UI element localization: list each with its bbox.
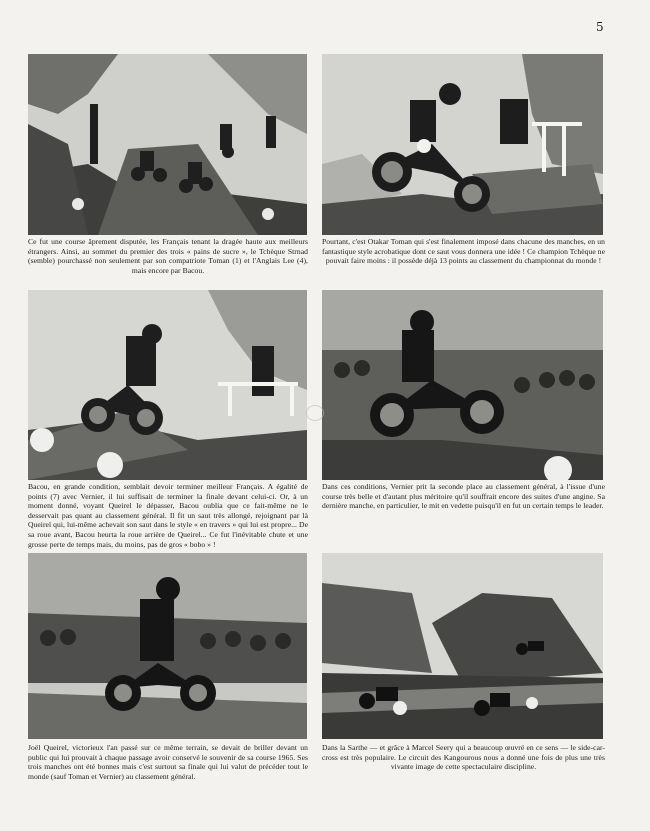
caption-6: Dans la Sarthe — et grâce à Marcel Seery qui a beaucoup œuvré en ce sens — le side-car-cross est très populaire. Le circuit des Kangourous nous a donné une fois de plus une très vivante image de cette spectaculaire discipline. (322, 743, 605, 772)
photo-queirel-crowd (28, 553, 307, 739)
photo-bacou-landing (28, 290, 307, 480)
caption-1: Ce fut une course âprement disputée, les Français tenant la dragée haute aux meilleurs étrangers. Ainsi, au sommet du premier des trois « pains de sucre », le Tchèque Strnad (semble) pourchassé non seulement par son compatriote Toman (1) et l'Anglais Lee (4), mais encore par Bacou. (28, 237, 308, 275)
caption-5: Joël Queirel, victorieux l'an passé sur ce même terrain, se devait de briller devant un public qui lui prouvait à chaque passage avoir conservé le souvenir de sa course 1965. Ses trois manches ont été bonnes mais c'est surtout sa finale qui lui valut de précéder tout le monde (sauf Toman et Vernier) au classement général. (28, 743, 308, 781)
caption-4: Dans ces conditions, Vernier prit la seconde place au classement général, à l'issue d'une course très belle et d'autant plus méritoire qu'il souffrait encore des suites d'une angine. Sa dernière manche, en particulier, le mit en vedette puisqu'il en fut un certain temps le leader. (322, 482, 605, 511)
caption-2: Pourtant, c'est Otakar Toman qui s'est finalement imposé dans chacune des manches, en un fantastique style acrobatique dont ce saut vous donnera une idée ! Ce champion Tchèque ne pouvait faire moins : il possède déjà 13 points au classement du championnat du monde ! (322, 237, 605, 266)
photo-riders-climbing-hill (28, 54, 307, 235)
photo-toman-jumping (322, 54, 603, 235)
photo-vernier-jump-crowd (322, 290, 603, 480)
photo-sidecar-cross-sarthe (322, 553, 603, 739)
page-number: 5 (596, 20, 604, 34)
caption-3: Bacou, en grande condition, semblait devoir terminer meilleur Français. A égalité de points (7) avec Vernier, il lui suffisait de terminer la finale devant celui-ci. Or, à un moment donné, voyant Queirel le dépasser, Bacou oublia que ce fait-même ne le desservait pas quant au classement général. Il fit un saut très allongé, rejoignant par là Queirel qui, lui-même achevait son saut dans le style « en travers » qui lui est propre... De sa roue avant, Bacou heurta la roue arrière de Queirel... Ce fut l'inévitable chute et une grosse perte de temps mais, du moins, pas de gros « bobo » ! (28, 482, 308, 549)
scan-mark (306, 405, 324, 421)
